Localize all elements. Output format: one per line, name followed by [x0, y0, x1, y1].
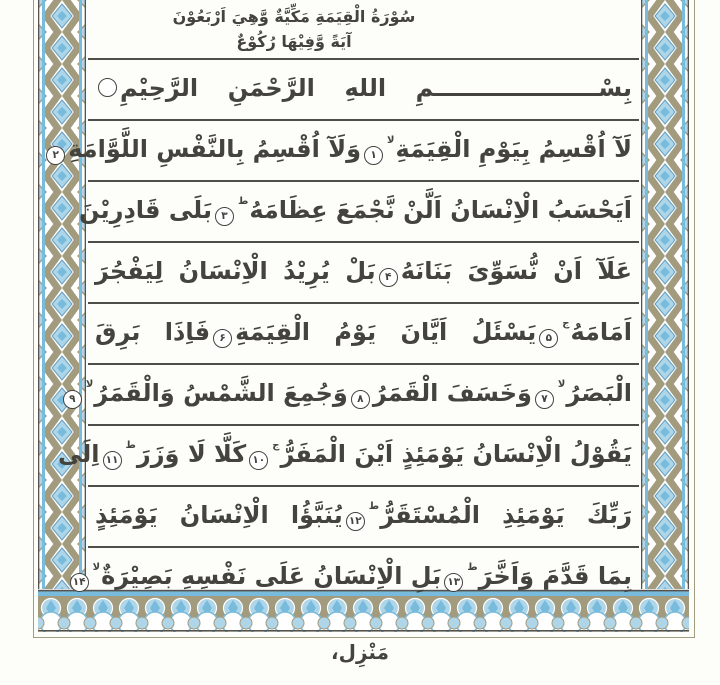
aya-text: اَيَحْسَبُ الْاِنْسَانُ اَلَّنْ نَّجْمَعَ عِظَامَهُ	[249, 196, 632, 224]
aya-number-badge: ۵	[539, 329, 558, 348]
surah-title-line2: آيَةً وَّفِيْهَا رُكُوْعٌ	[236, 32, 352, 51]
aya-number-badge: ۶	[213, 329, 232, 348]
waqf-mark: ط	[237, 196, 249, 207]
waqf-mark: لا	[557, 379, 566, 390]
aya-text: كَلَّا لَا وَزَرَ	[136, 440, 247, 468]
quran-line-5	[69, 363, 639, 424]
lines-container	[52, 58, 639, 607]
aya-text: يُنَبَّؤُا الْاِنْسَانُ يَوْمَئِذٍ	[95, 501, 343, 529]
aya-text: بِمَا قَدَّمَ وَاَخَّرَ	[478, 562, 632, 590]
border-right-ornament	[641, 0, 689, 590]
aya-text: رَبِّكَ يَوْمَئِذِ الْمُسْتَقَرُّ	[380, 501, 632, 529]
aya-text: يَسْئَلُ اَيَّانَ يَوْمُ الْقِيَمَةِ	[235, 318, 537, 346]
aya-number-badge: ۴	[379, 268, 398, 287]
aya-number-badge: ۳	[215, 207, 234, 226]
bismillah-end-circle	[98, 78, 117, 97]
quran-line-1	[52, 119, 639, 180]
waqf-mark: ج	[272, 440, 280, 451]
waqf-mark: ط	[467, 562, 478, 573]
quran-line-8	[72, 546, 639, 607]
aya-number-badge: ۹	[63, 390, 82, 409]
aya-text: وَجُمِعَ الشَّمْسُ وَالْقَمَرُ	[94, 379, 348, 407]
waqf-mark: لا	[387, 135, 395, 146]
waqf-mark: ط	[368, 501, 380, 512]
bismillah-line	[88, 58, 639, 119]
quran-line-6	[57, 424, 639, 485]
aya-text: لَآ اُقْسِمُ بِيَوْمِ الْقِيَمَةِ	[395, 135, 632, 163]
quran-line-3	[88, 241, 639, 302]
aya-number-badge: ۱۴	[70, 573, 89, 592]
waqf-mark: لا	[85, 379, 94, 390]
aya-text: يَقُوْلُ الْاِنْسَانُ يَوْمَئِذٍ اَيْنَ الْمَفَرُّ	[280, 440, 632, 468]
aya-number-badge: ۱	[364, 146, 383, 165]
quran-line-4	[88, 302, 639, 363]
surah-title-calligraphy	[154, 4, 434, 54]
aya-number-badge: ۸	[351, 390, 370, 409]
waqf-mark: ج	[562, 318, 570, 329]
aya-text: عَلَآ اَنْ نُّسَوِّىَ بَنَانَهُ	[400, 257, 632, 285]
aya-text: وَخَسَفَ الْقَمَرُ	[372, 379, 532, 407]
quran-line-7	[88, 485, 639, 546]
aya-text: بَلَى قَادِرِيْنَ	[79, 196, 212, 224]
aya-number-badge: ۱۱	[103, 451, 122, 470]
text-area	[52, 0, 639, 590]
surah-title-line1: سُوْرَةُ الْقِيَمَةِ مَكِّيَّةٌ وَّهِيَ اَرْبَعُوْنَ	[172, 7, 416, 26]
aya-text: بَلْ يُرِيْدُ الْاِنْسَانُ لِيَفْجُرَ	[95, 257, 376, 285]
aya-number-badge: ۱۳	[444, 573, 463, 592]
waqf-mark: ط	[125, 440, 136, 451]
aya-text: اَمَامَهُ	[570, 318, 632, 346]
aya-number-badge: ۱۲	[346, 512, 365, 531]
manzil-footer-label: مَنْزِل،	[331, 640, 389, 664]
waqf-mark: لا	[92, 562, 101, 573]
aya-text: بَلِ الْاِنْسَانُ عَلَى نَفْسِهِ بَصِيْرَةٌ	[101, 562, 442, 590]
aya-text: اِلَى	[57, 440, 100, 468]
aya-text: بِسْــــــــــــــــــــمِ اللهِ الرَّحْمَنِ الرَّحِيْمِ	[120, 74, 632, 102]
aya-text: الْبَصَرُ	[566, 379, 632, 407]
aya-number-badge: ۲	[46, 146, 65, 165]
surah-header-row	[88, 0, 639, 58]
aya-text: وَلَآ اُقْسِمُ بِالنَّفْسِ اللَّوَّامَةِ	[68, 135, 362, 163]
quran-line-2	[79, 180, 639, 241]
border-left-ornament	[38, 0, 86, 590]
aya-number-badge: ۷	[535, 390, 554, 409]
aya-number-badge: ۱۰	[249, 451, 268, 470]
aya-text: فَاِذَا بَرِقَ	[95, 318, 211, 346]
